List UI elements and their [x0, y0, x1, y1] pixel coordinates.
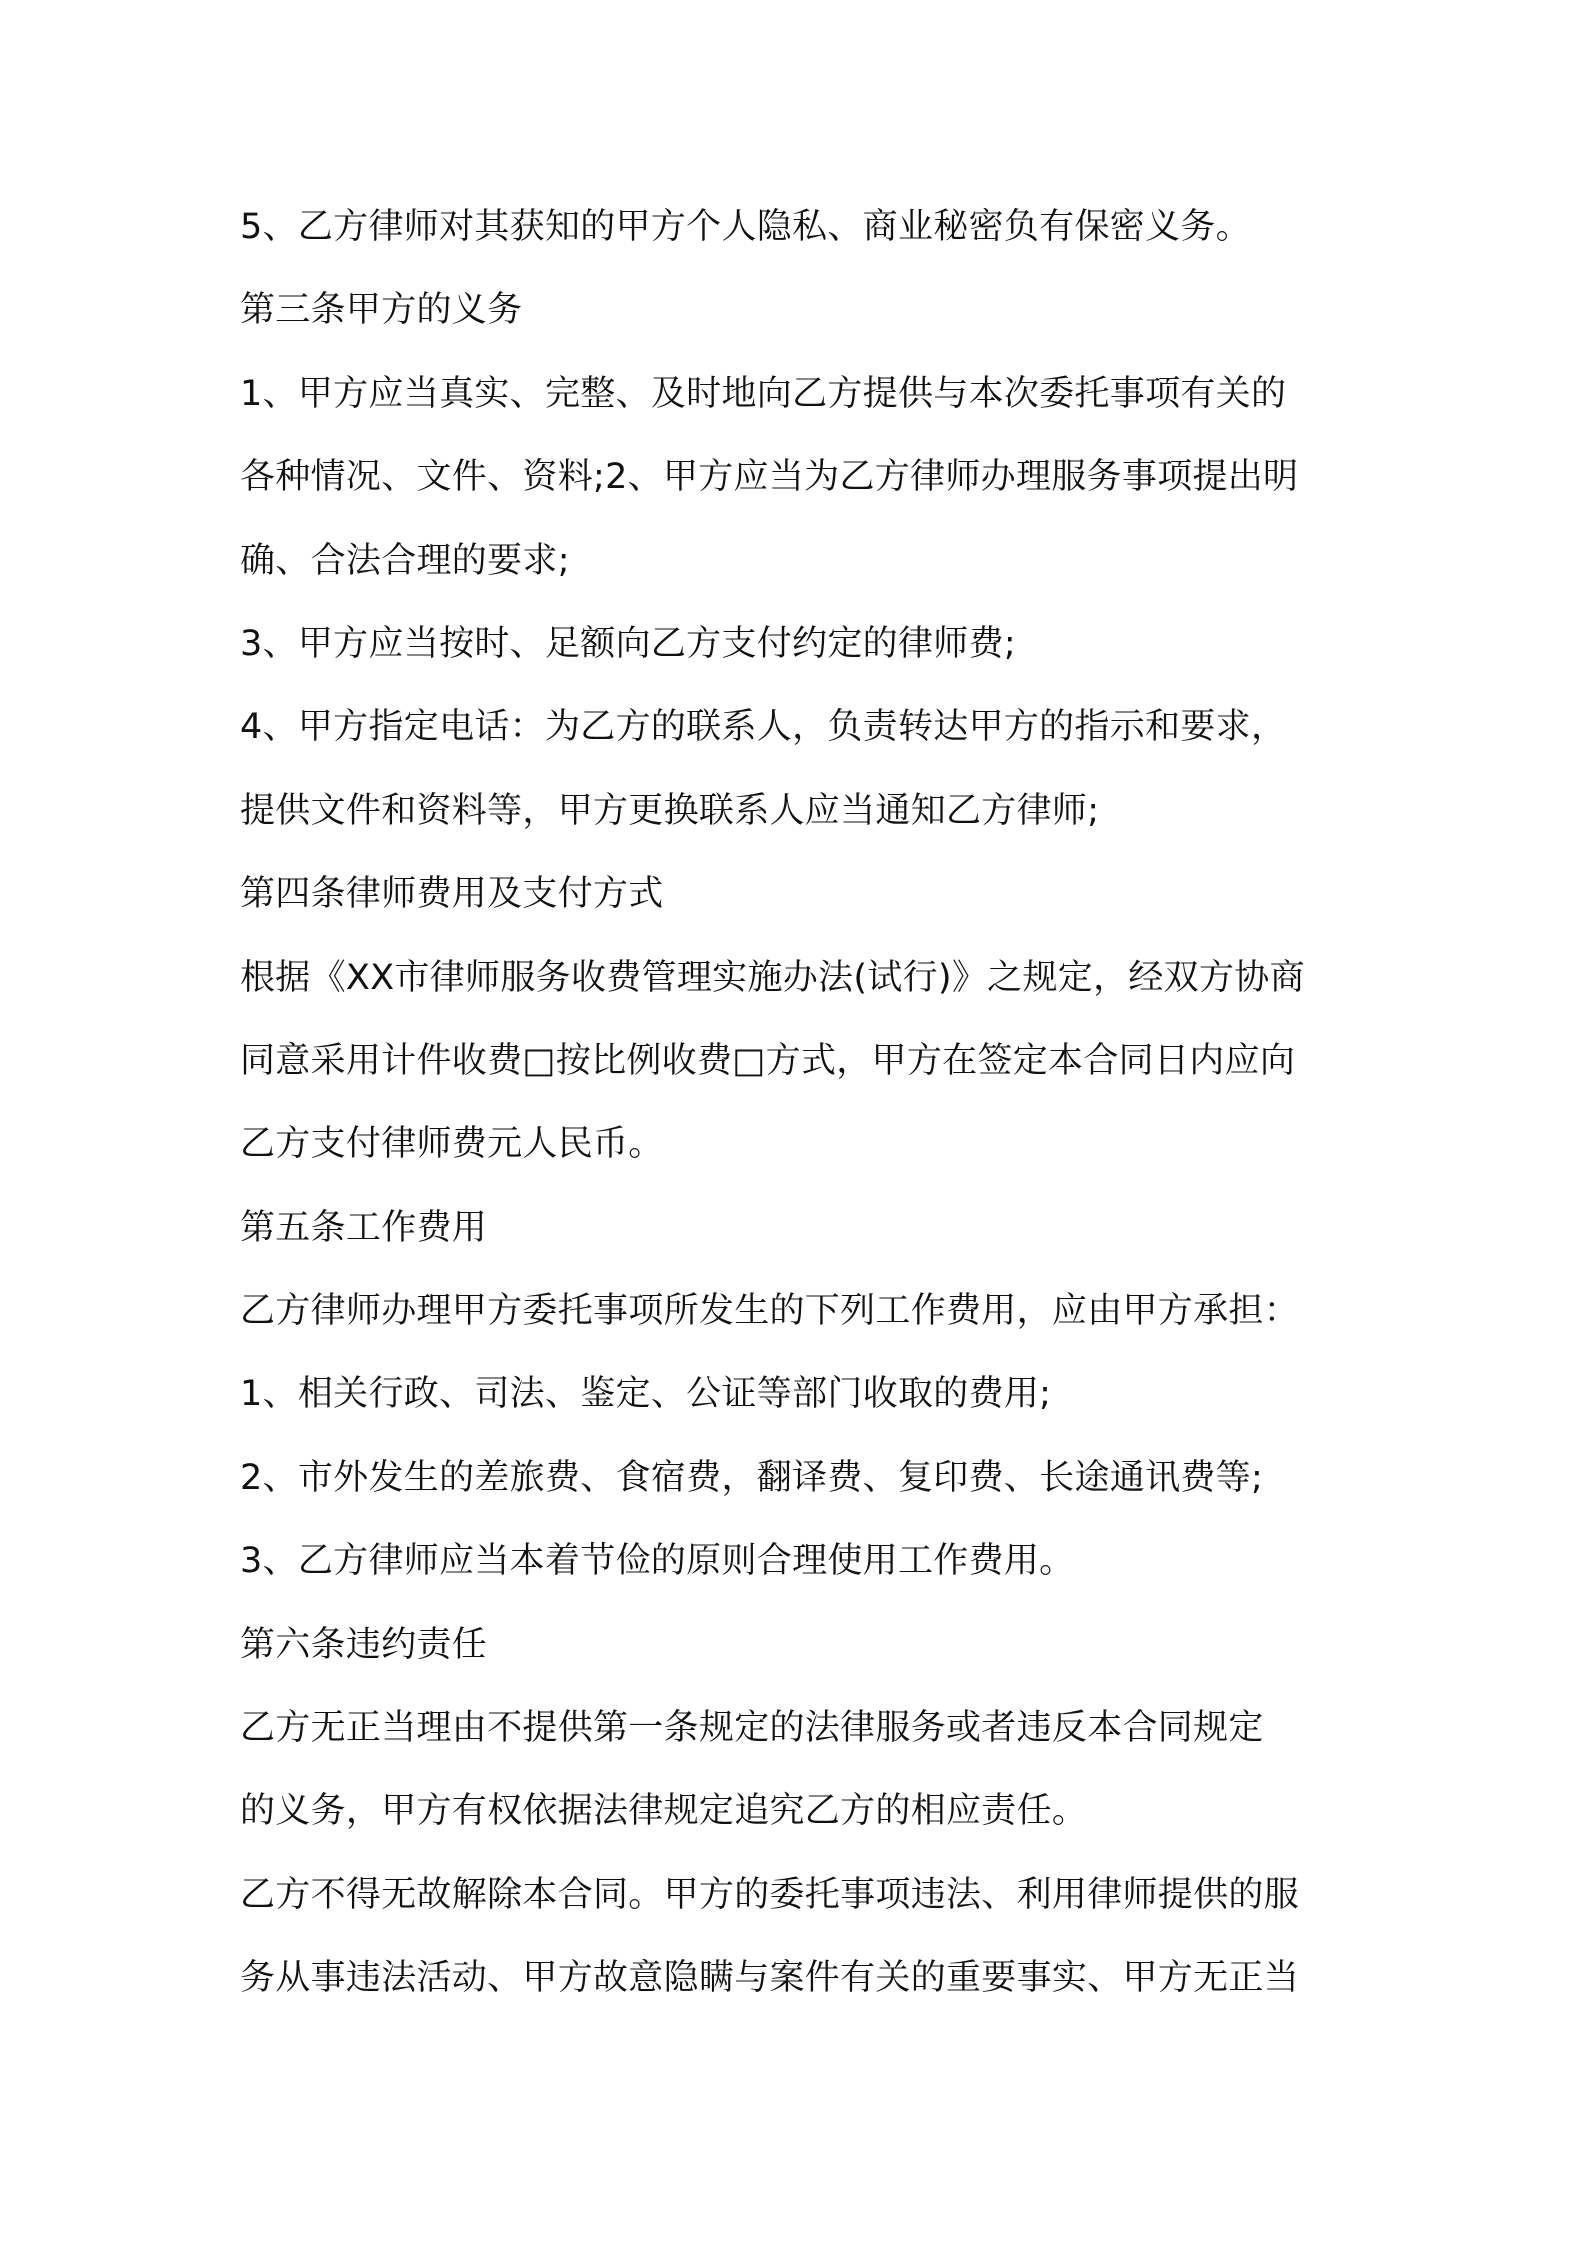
clause-4-text-line: 同意采用计件收费□按比例收费□方式，甲方在签定本合同日内应向 — [240, 1040, 1296, 1081]
article-6-heading: 第六条违约责任 — [240, 1624, 488, 1665]
clause-5-item-1: 1、相关行政、司法、鉴定、公证等部门收取的费用; — [240, 1374, 1052, 1415]
clause-3-item-3: 3、甲方应当按时、足额向乙方支付约定的律师费; — [240, 623, 1016, 664]
clause-6-text-line: 乙方无正当理由不提供第一条规定的法律服务或者违反本合同规定 — [240, 1708, 1264, 1749]
clause-6-text-line: 务从事违法活动、甲方故意隐瞒与案件有关的重要事实、甲方无正当 — [240, 1958, 1300, 1999]
clause-3-text-line: 提供文件和资料等，甲方更换联系人应当通知乙方律师; — [240, 790, 1100, 831]
clause-5-item-3: 3、乙方律师应当本着节俭的原则合理使用工作费用。 — [240, 1541, 1075, 1582]
clause-2-item-5: 5、乙方律师对其获知的甲方个人隐私、商业秘密负有保密义务。 — [240, 207, 1251, 247]
clause-5-item-2: 2、市外发生的差旅费、食宿费，翻译费、复印费、长途通讯费等; — [240, 1457, 1264, 1498]
article-5-heading: 第五条工作费用 — [240, 1207, 488, 1248]
clause-3-text-line: 确、合法合理的要求; — [240, 540, 570, 581]
article-3-heading: 第三条甲方的义务 — [240, 290, 523, 331]
clause-6-text-line: 乙方不得无故解除本合同。甲方的委托事项违法、利用律师提供的服 — [240, 1874, 1300, 1915]
article-4-heading: 第四条律师费用及支付方式 — [240, 874, 664, 915]
clause-3-text-line: 各种情况、文件、资料;2、甲方应当为乙方律师办理服务事项提出明 — [240, 457, 1299, 498]
clause-4-text-line: 乙方支付律师费元人民币。 — [240, 1124, 664, 1165]
clause-6-text-line: 的义务，甲方有权依据法律规定追究乙方的相应责任。 — [240, 1791, 1088, 1832]
clause-3-item-4: 4、甲方指定电话：为乙方的联系人，负责转达甲方的指示和要求， — [240, 707, 1287, 748]
clause-3-text-line: 1、甲方应当真实、完整、及时地向乙方提供与本次委托事项有关的 — [240, 373, 1287, 414]
document-body — [240, 186, 1360, 2021]
clause-5-intro: 乙方律师办理甲方委托事项所发生的下列工作费用，应由甲方承担： — [240, 1291, 1300, 1332]
clause-4-text-line: 根据《XX市律师服务收费管理实施办法(试行)》之规定，经双方协商 — [240, 957, 1305, 998]
